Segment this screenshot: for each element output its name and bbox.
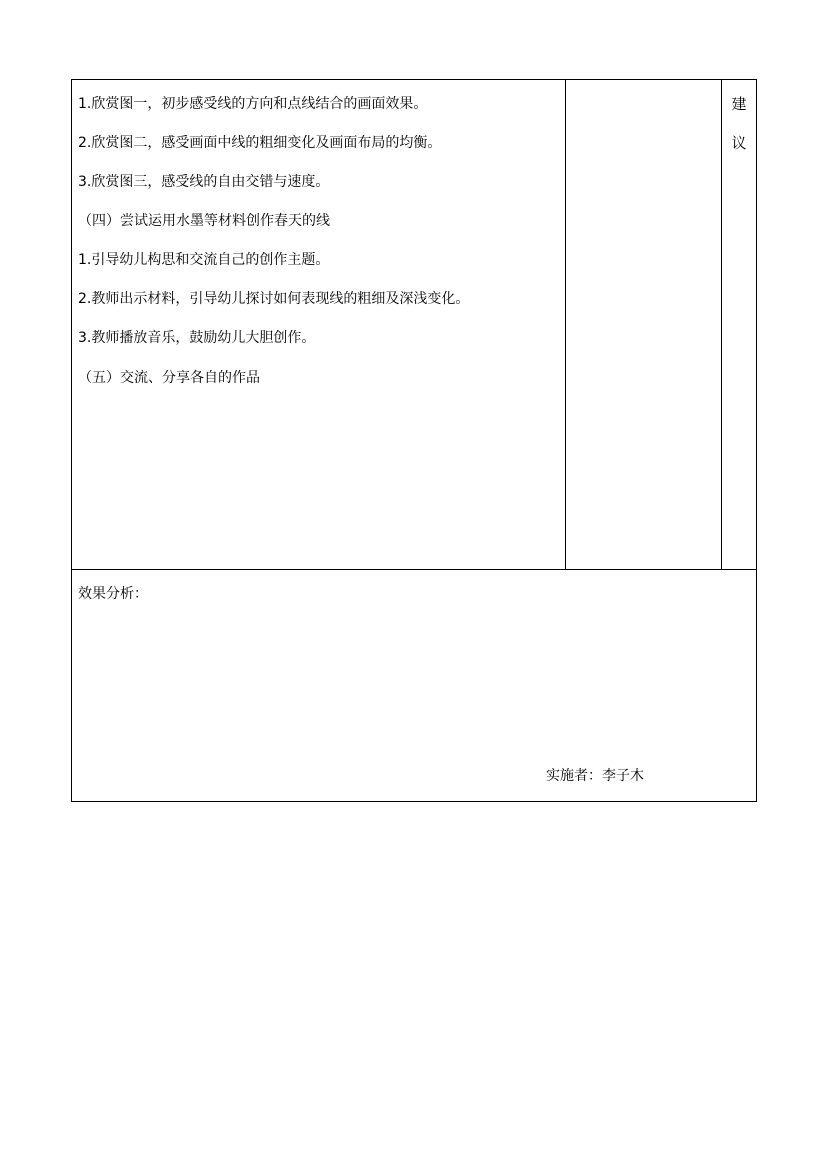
process-line-1: 1.欣赏图一，初步感受线的方向和点线结合的画面效果。 — [78, 96, 428, 112]
process-line-8: （五）交流、分享各自的作品 — [78, 370, 260, 386]
analysis-row — [72, 570, 756, 801]
lesson-plan-table — [71, 79, 757, 802]
empty-notes-cell — [566, 80, 722, 569]
activity-row — [72, 80, 756, 570]
process-line-2: 2.欣赏图二，感受画面中线的粗细变化及画面布局的均衡。 — [78, 135, 442, 151]
suggestion-cell — [722, 80, 756, 569]
suggestion-char-1: 建 — [731, 95, 747, 113]
suggestion-char-2: 议 — [731, 134, 747, 152]
implementer-label: 实施者：李子木 — [546, 768, 644, 784]
process-line-6: 2.教师出示材料，引导幼儿探讨如何表现线的粗细及深浅变化。 — [78, 291, 470, 307]
process-line-5: 1.引导幼儿构思和交流自己的创作主题。 — [78, 252, 330, 268]
process-line-7: 3.教师播放音乐，鼓励幼儿大胆创作。 — [78, 330, 316, 346]
process-line-4: （四）尝试运用水墨等材料创作春天的线 — [78, 213, 330, 229]
activity-process-cell — [72, 80, 566, 569]
effect-analysis-label: 效果分析： — [78, 586, 148, 602]
process-line-3: 3.欣赏图三，感受线的自由交错与速度。 — [78, 174, 330, 190]
